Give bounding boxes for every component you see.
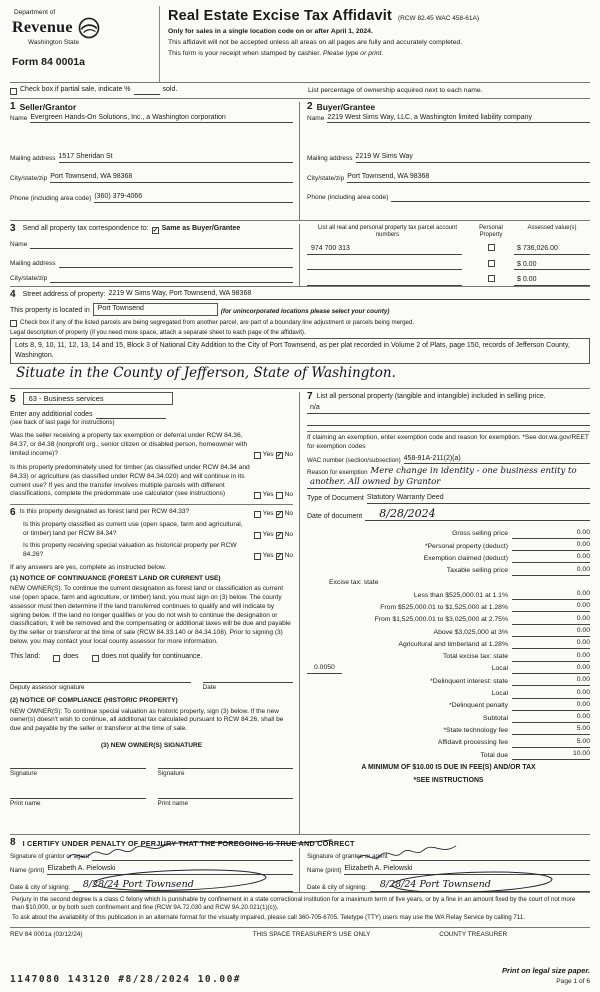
tax-amount-line: [512, 541, 590, 551]
seller-mailing-field[interactable]: 1517 Sheridan St: [59, 153, 293, 163]
treasurer-space-label: THIS SPACE TREASURER'S USE ONLY: [252, 931, 371, 939]
form-header: [10, 6, 590, 82]
section-2-number: 2: [307, 101, 313, 113]
tax-row-value[interactable]: 0.00: [576, 676, 590, 684]
personal-property-blank-line[interactable]: [307, 414, 590, 426]
grantee-certification: [299, 848, 590, 892]
form-rcw-reference: (RCW 82.45 WAC 458-61A): [397, 15, 479, 22]
tax-amount-line: [512, 639, 590, 649]
notice-compliance-text: NEW OWNER(S): To continue special valuation as historic property, sign (3) below. If the new owner(s) doesn't wish to continue, all additional tax calculated pursuant to RCW 84.26, shall be due and payable by the seller or transferor at the time of sale.: [10, 707, 284, 733]
unincorporated-note: (for unincorporated locations please select your county): [220, 307, 390, 315]
see-instructions-note: *SEE INSTRUCTIONS: [413, 776, 484, 784]
tax-row-label: From $1,525,000.01 to $3,025,000 at 2.75%: [374, 616, 508, 624]
tax-computation-table: [307, 526, 590, 760]
no-label: No: [284, 530, 293, 538]
certification-section: [10, 834, 590, 892]
tax-amount-line: [512, 689, 590, 699]
parcel-block: [299, 224, 590, 286]
mid-section: [10, 388, 590, 834]
tax-row: [307, 612, 590, 624]
tax-row: [307, 576, 590, 588]
tax-amount-line: [512, 566, 590, 576]
tax-row: [307, 526, 590, 538]
tax-row: [307, 625, 590, 637]
grantor-date-city-field[interactable]: 8/28/24 Port Townsend: [73, 879, 293, 892]
tax-amount-line: [512, 725, 590, 735]
tax-row: [307, 735, 590, 747]
tax-amount-line: [512, 578, 590, 588]
if-yes-note: If any answers are yes, complete as instructed below.: [10, 563, 167, 571]
current-use-no-checkbox[interactable]: ✓: [276, 532, 283, 540]
section-6-number: 6: [10, 507, 16, 519]
parcel-number-field[interactable]: [307, 261, 462, 270]
mailing-label: Mailing address: [10, 259, 56, 267]
tax-amount-line: [512, 627, 590, 637]
form-number: Form 84 0001a: [12, 56, 85, 69]
tax-column: [299, 392, 590, 834]
tax-row-value[interactable]: 0.00: [576, 541, 590, 548]
seller-exemption-no-checkbox[interactable]: ✓: [276, 451, 283, 459]
name-label: Name: [307, 115, 325, 123]
csz-label: City/state/zip: [307, 174, 345, 182]
land-does-qualify-checkbox[interactable]: [53, 655, 60, 662]
yes-label: Yes: [262, 491, 274, 499]
seller-exemption-question: Was the seller receiving a property tax exemption or deferral under RCW 84.36, 84.37, or 84.38 (nonprofit org., senior citizen or disabled person, homeowner with limited income)?: [10, 432, 248, 457]
tax-row: [307, 686, 590, 698]
forest-land-question: Is this property designated as forest land per RCW 84.33?: [19, 508, 190, 516]
tax-row-value[interactable]: 0.00: [576, 700, 590, 708]
receipt-note: This form is your receipt when stamped by cashier.: [168, 49, 321, 57]
dor-logo-icon: [78, 17, 100, 39]
yes-label: Yes: [262, 551, 274, 559]
tax-row-value[interactable]: 0.00: [576, 528, 590, 536]
legal-description-label: Legal description of property (if you need more space, attach a separate sheet to each page of the affidavit).: [10, 328, 306, 336]
tax-row-value[interactable]: 0.00: [576, 663, 590, 671]
tax-row-label: From $525,000.01 to $1,525,000 at 1.28%: [380, 604, 508, 611]
forest-land-no-checkbox[interactable]: ✓: [276, 511, 283, 519]
type-or-print-note: Please type or print.: [322, 49, 384, 57]
mailing-label: Mailing address: [307, 155, 353, 162]
name-print-label: Name (print): [307, 867, 342, 874]
date-label: Date: [202, 683, 216, 691]
tax-row-value[interactable]: 0.00: [576, 627, 590, 635]
tax-amount-line: [512, 652, 590, 662]
tax-row: [307, 563, 590, 575]
tax-row-label: Agricultural and timberland at 1.28%: [398, 640, 508, 648]
parcel-numbers-header: List all real and personal property tax parcel account numbers: [317, 225, 458, 238]
tax-row-label: Affidavit processing fee: [437, 739, 508, 747]
personal-property-checkbox[interactable]: [488, 260, 495, 267]
parties-section: [10, 98, 590, 220]
legal-description-box[interactable]: [10, 338, 590, 364]
section-3-number: 3: [10, 223, 16, 234]
seller-block: [10, 102, 299, 220]
does-label: does: [63, 652, 79, 660]
tax-row-label: *Delinquent penalty: [449, 702, 508, 710]
seller-heading: Seller/Grantor: [19, 102, 77, 112]
tax-row-value[interactable]: 0.00: [576, 565, 590, 573]
tax-row: [307, 662, 590, 674]
legal-size-note: Print on legal size paper.: [502, 966, 590, 976]
document-type-label: Type of Document: [307, 494, 364, 502]
assessed-value-field[interactable]: $ 0.00: [514, 276, 590, 286]
segregated-label: Check box if any of the listed parcels are being segregated from another parcel, are part of a boundary line adjustment or parcels being merged.: [20, 318, 415, 326]
land-does-not-qualify-checkbox[interactable]: [92, 655, 99, 662]
grantor-signature-label: Signature of grantor or agent: [10, 853, 90, 861]
same-as-buyer-checkbox[interactable]: ✓: [152, 227, 159, 234]
header-note-1: Only for sales in a single location code on or after April 1, 2024.: [168, 27, 373, 35]
rev-number: REV 84 0001a (03/12/24): [10, 931, 83, 939]
historic-no-checkbox[interactable]: ✓: [276, 552, 283, 560]
correspondence-city-field[interactable]: [50, 274, 293, 283]
codes-instructions-note: (see back of last page for instructions): [10, 419, 115, 427]
correspondence-name-field[interactable]: [30, 240, 293, 249]
csz-label: City/state/zip: [10, 174, 48, 182]
document-date-label: Date of document: [307, 512, 363, 520]
section-5-number: 5: [10, 394, 16, 406]
parcel-row: [307, 244, 590, 255]
perjury-notice: Perjury in the second degree is a class C felony which is punishable by confinement in a state correctional institution for a maximum term of five years, or by a fine in an amount fixed by the court of not more than $10,000, or by both such confinement and fine (RCW 9A.72.030 and RCW 9A.20.021(1)(c)).: [12, 896, 576, 912]
signature-label: Signature: [10, 770, 37, 778]
legal-description-handwriting: Situate in the County of Jefferson, State of Washington.: [16, 365, 396, 382]
located-in-select[interactable]: Port Townsend: [93, 303, 218, 316]
predominate-use-no-checkbox[interactable]: [276, 492, 283, 499]
segregated-checkbox[interactable]: [10, 320, 17, 327]
bottom-row: [10, 966, 590, 986]
tax-row-value[interactable]: 0.00: [576, 688, 590, 696]
department-of-label: Department of: [14, 9, 56, 16]
seller-exemption-yes-checkbox[interactable]: [254, 452, 261, 459]
tax-amount-line: [512, 664, 590, 674]
tax-row: [307, 674, 590, 686]
washington-state-label: Washington State: [28, 39, 80, 47]
tax-amount-line: [512, 615, 590, 625]
tax-amount-line: [512, 529, 590, 539]
accessibility-notice: To ask about the availability of this publication in an alternate format for the visually impaired, please call 360-705-6705. Teletype (TTY) users may use the WA Relay Service by calling 711.: [12, 914, 526, 922]
assessed-value-field[interactable]: $ 736,026.00: [514, 245, 590, 255]
tax-amount-line: [512, 701, 590, 711]
assessed-value-field[interactable]: $ 0.00: [514, 261, 590, 271]
tax-row-value[interactable]: 0.00: [576, 553, 590, 561]
footer-row: [10, 927, 590, 939]
correspondence-mailing-field[interactable]: [59, 259, 293, 268]
print-name-label: Print name: [10, 799, 41, 807]
partial-sale-checkbox[interactable]: [10, 88, 17, 95]
yes-label: Yes: [262, 510, 274, 518]
deputy-assessor-signature-field[interactable]: [10, 674, 191, 683]
phone-label: Phone (including area code): [10, 194, 92, 202]
buyer-phone-field[interactable]: [391, 193, 590, 202]
forest-land-yes-checkbox[interactable]: [254, 511, 261, 518]
personal-property-checkbox[interactable]: [488, 275, 495, 282]
wac-number-label: WAC number (section/subsection): [307, 456, 401, 464]
new-owners-signature-title: (3) NEW OWNER(S) SIGNATURE: [100, 741, 203, 749]
perjury-section: [10, 892, 590, 924]
tax-row-value[interactable]: 0.00: [576, 590, 590, 598]
section-8-number: 8: [10, 837, 16, 848]
document-date-field[interactable]: 8/28/2024: [365, 507, 590, 522]
correspondence-block: [10, 224, 299, 286]
csz-label: City/state/zip: [10, 274, 48, 282]
ownership-percentage-note: List percentage of ownership acquired next to each name.: [308, 86, 483, 94]
county-treasurer-label: COUNTY TREASURER: [439, 931, 508, 939]
name-label: Name: [10, 240, 28, 248]
grantee-print-name-field[interactable]: Elizabeth A. Pielowski: [344, 865, 590, 875]
agency-block: [10, 6, 160, 82]
legal-description-text: Lots 8, 9, 10, 11, 12, 13, 14 and 15, Block 3 of National City Addition to the City of Port Townsend, as per plat recorded in Volume 2 of Plats, page 150, records of Jefferson County, Washington.: [15, 342, 570, 359]
seller-name-field[interactable]: Evergreen Hands-On Solutions, Inc., a Washington corporation: [30, 114, 293, 124]
sold-label: sold.: [162, 86, 178, 94]
tax-row-value[interactable]: 0.00: [576, 639, 590, 647]
buyer-city-field[interactable]: Port Townsend, WA 98368: [347, 173, 590, 183]
same-as-buyer-label: Same as Buyer/Grantee: [161, 225, 241, 233]
new-owner-signature-field[interactable]: [10, 760, 146, 769]
parcel-table-header: [307, 225, 590, 239]
tax-amount-line: [512, 602, 590, 612]
tax-row-label: Taxable selling price: [446, 567, 508, 575]
no-label: No: [284, 491, 293, 499]
name-print-label: Name (print): [10, 867, 45, 874]
exemption-reason-handwriting-2[interactable]: another. All owned by Grantor: [310, 477, 441, 488]
new-owner-print-name-field[interactable]: [158, 790, 294, 799]
tax-row: [307, 637, 590, 649]
yes-label: Yes: [262, 530, 274, 538]
tax-row-label: Total due: [480, 751, 508, 759]
tax-row: [307, 649, 590, 661]
no-label: No: [284, 450, 293, 458]
minimum-due-note: A MINIMUM OF $10.00 IS DUE IN FEE(S) AND/OR TAX: [361, 764, 536, 772]
tax-row: [307, 588, 590, 600]
tax-row-label: *Personal property (deduct): [424, 542, 508, 550]
predominate-use-question: Is this property predominately used for timber (as classified under RCW 84.34 and 84.33) or agriculture (as classified under RCW 84.34.020) and will continue in its current use? If yes and the transfer involves multiple parcels with different classifications, complete the predominate use calculator (see instructions): [10, 463, 250, 498]
personal-property-checkbox[interactable]: [488, 244, 495, 251]
additional-codes-label: Enter any additional codes: [10, 410, 93, 418]
buyer-block: [299, 102, 590, 220]
tax-row-value[interactable]: 5.00: [576, 737, 590, 745]
tax-row-label: Gross selling price: [452, 530, 508, 538]
print-name-label: Print name: [157, 799, 188, 807]
parcel-number-field[interactable]: [307, 277, 462, 286]
grantee-date-city-field[interactable]: 8/28/24 Port Townsend: [370, 879, 590, 892]
parcel-table: [307, 244, 590, 286]
tax-amount-line: [512, 738, 590, 748]
historic-yes-checkbox[interactable]: [254, 553, 261, 560]
tax-row-value[interactable]: 0.00: [576, 651, 590, 659]
current-use-yes-checkbox[interactable]: [254, 532, 261, 539]
tax-row-label: Local: [491, 690, 508, 698]
form-title: Real Estate Excise Tax Affidavit: [168, 8, 392, 24]
current-use-question: Is this property classified as current use (open space, farm and agricultural, or timber) land per RCW 84.34?: [23, 521, 243, 538]
date-city-label: Date & city of signing:: [10, 883, 70, 891]
buyer-heading: Buyer/Grantee: [316, 102, 376, 112]
grantor-print-name-field[interactable]: Elizabeth A. Pielowski: [47, 865, 293, 875]
revenue-wordmark: Revenue: [12, 19, 73, 37]
tax-row: [307, 551, 590, 563]
historic-property-question: Is this property receiving special valuation as historical property per RCW 84.26?: [23, 542, 237, 559]
personal-property-value[interactable]: n/a: [310, 404, 320, 412]
property-section: [10, 286, 590, 388]
deputy-assessor-label: Deputy assessor signature: [10, 683, 85, 691]
deputy-date-field[interactable]: [203, 674, 293, 683]
street-address-field[interactable]: 2219 W Sims Way, Port Townsend, WA 98368: [108, 290, 590, 300]
tax-row: [307, 711, 590, 723]
wac-number-field[interactable]: 458-91A-211(2)(a): [404, 455, 590, 465]
new-owner-print-name-field[interactable]: [10, 790, 146, 799]
page-indicator: Page 1 of 6: [556, 977, 590, 985]
tax-amount-line: [512, 676, 590, 686]
tax-row-value[interactable]: 5.00: [576, 725, 590, 733]
yes-label: Yes: [262, 450, 274, 458]
grantee-signature-field[interactable]: [391, 852, 591, 861]
tax-row: [307, 600, 590, 612]
tax-amount-line: [512, 590, 590, 600]
certify-statement: I CERTIFY UNDER PENALTY OF PERJURY THAT THE FOREGOING IS TRUE AND CORRECT: [22, 838, 355, 848]
tax-amount-line: [512, 553, 590, 563]
document-type-field[interactable]: Statutory Warranty Deed: [367, 494, 590, 504]
tax-row-label: Local: [491, 665, 508, 673]
phone-label: Phone (including area code): [307, 193, 389, 201]
tax-row-label: *State technology fee: [443, 726, 508, 734]
section-4-number: 4: [10, 289, 16, 300]
tax-row-label: Excise tax: state: [329, 579, 379, 587]
no-label: No: [284, 551, 293, 559]
parcel-number-field[interactable]: 974 700 313: [307, 245, 462, 255]
tax-row-label: *Delinquent interest: state: [430, 677, 508, 685]
additional-codes-field[interactable]: [96, 410, 166, 419]
seller-city-field[interactable]: Port Townsend, WA 98368: [50, 173, 293, 183]
tax-row-value[interactable]: 0.00: [576, 614, 590, 622]
tax-row-label: Above $3,025,000 at 3%: [433, 628, 508, 636]
parcel-row: [307, 275, 590, 286]
tax-amount-line: [512, 750, 590, 760]
assessed-values-header: Assessed value(s): [527, 225, 577, 231]
land-use-code-select[interactable]: 63 - Business services: [23, 392, 173, 405]
title-block: [160, 6, 590, 82]
tax-row: [307, 539, 590, 551]
grantor-signature-field[interactable]: [92, 852, 293, 861]
tax-row: [307, 748, 590, 760]
no-label: No: [284, 510, 293, 518]
tax-row-label: Total excise tax: state: [443, 653, 508, 661]
exemption-reason-handwriting[interactable]: Mere change in identity - one business entity to: [370, 466, 577, 477]
header-note-3: [168, 50, 590, 58]
personal-property-header: Personal Property: [479, 225, 503, 238]
street-address-label: Street address of property:: [22, 291, 106, 299]
tax-row-value[interactable]: 0.00: [576, 602, 590, 610]
date-city-label: Date & city of signing:: [307, 883, 367, 891]
section-1-number: 1: [10, 101, 16, 113]
predominate-use-yes-checkbox[interactable]: [254, 492, 261, 499]
grantee-signature-label: Sign​ature of grantee or agent: [307, 853, 388, 861]
tax-row-label: Subtotal: [483, 714, 508, 722]
reason-for-exemption-label: Reason for exemption: [307, 469, 368, 477]
partial-sale-row: [10, 82, 590, 98]
located-in-label: This property is located in: [10, 307, 90, 314]
buyer-mailing-field[interactable]: 2219 W Sims Way: [356, 153, 590, 163]
name-label: Name: [10, 115, 28, 123]
cashier-stamp: 1147080 143120 #8/28/2024 10.00#: [10, 974, 242, 986]
correspondence-section: [10, 220, 590, 286]
exemption-instructions: If claiming an exemption, enter exemption code and reason for exemption. *See dor.wa.gov/REET for exemption codes: [307, 434, 589, 450]
partial-sale-label: Check box if partial sale, indicate %: [20, 86, 131, 94]
section-7-number: 7: [307, 391, 313, 402]
personal-property-label: List all personal property (tangible and intangible) included in selling price.: [316, 393, 546, 400]
does-not-label: does not qualify for continuance.: [101, 652, 203, 660]
send-correspondence-label: Send all property tax correspondence to:: [22, 225, 149, 233]
tax-row-value[interactable]: 10.00: [572, 750, 590, 758]
grantor-certification: [10, 848, 299, 892]
notice-compliance-title: (2) NOTICE OF COMPLIANCE (HISTORIC PROPERTY): [10, 697, 178, 705]
local-rate-field[interactable]: 0.0050: [307, 664, 342, 673]
signature-label: Signature: [157, 770, 185, 778]
tax-row-value[interactable]: 0.00: [576, 713, 590, 721]
tax-row: [307, 723, 590, 735]
tax-row-label: Exemption claimed (deduct): [423, 554, 508, 562]
notice-continuance-text: NEW OWNER(S): To continue the current designation as forest land or classification as current use (open space, farm and agriculture, or timber) land, you must sign on (3) below. The county assessor must then determine if the land transferred continues to qualify and will indicate by signing below. If the land no longer qualifies or you do not wish to continue the designation or classification, it will be removed and the compensating or additional taxes will be due and payable by the seller or transferor at the time of sale (RCW 84.33.140 or 84.34.108). Prior to signing (3) below, you may contact your local county assessor for more information.: [10, 585, 291, 645]
this-land-label: This land:: [10, 652, 41, 660]
seller-phone-field[interactable]: (360) 379-4066: [94, 193, 293, 203]
notice-continuance-title: (1) NOTICE OF CONTINUANCE (FOREST LAND OR CURRENT USE): [10, 575, 221, 583]
use-classification-column: [10, 392, 299, 834]
partial-percent-field[interactable]: [134, 86, 160, 95]
header-note-2: This affidavit will not be accepted unless all areas on all pages are fully and accurately completed.: [168, 38, 463, 46]
new-owner-signature-field[interactable]: [158, 760, 294, 769]
mailing-label: Mailing address: [10, 155, 56, 162]
parcel-row: [307, 260, 590, 271]
tax-amount-line: [512, 713, 590, 723]
buyer-name-field[interactable]: 2219 West Sims Way, LLC, a Washington limited liability company: [327, 114, 590, 124]
tax-row: [307, 699, 590, 711]
tax-row-label: Less than $525,000.01 at 1.1%: [413, 591, 508, 599]
